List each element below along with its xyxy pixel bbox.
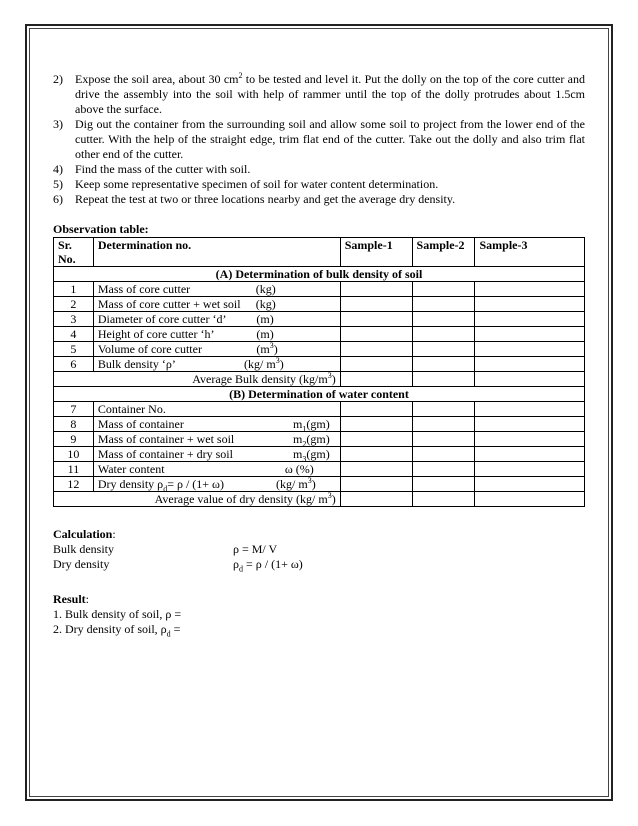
cell-sample-2 xyxy=(412,462,475,477)
average-dry-density-row xyxy=(54,492,585,507)
average-bulk-density-label: Average Bulk density $(kg/m^3)$ xyxy=(54,372,341,387)
average-dry-density-label: Average value of dry density (kg/ $m^3$) xyxy=(54,492,341,507)
cell-sample-1 xyxy=(340,282,412,297)
row-determination: Diameter of core cutter ‘d’ (m) xyxy=(93,312,340,327)
row-determination: Mass of core cutter (kg) xyxy=(93,282,340,297)
table-row xyxy=(54,282,585,297)
cell-sample-1 xyxy=(340,297,412,312)
table-row xyxy=(54,462,585,477)
cell-sample-3 xyxy=(475,477,585,492)
cell-sample-2 xyxy=(412,477,475,492)
table-row xyxy=(54,447,585,462)
cell-sample-2 xyxy=(412,342,475,357)
row-sr: 1 xyxy=(54,282,94,297)
bulk-density-label: Bulk density xyxy=(53,542,115,556)
step-number: 3) xyxy=(53,117,63,131)
cell-sample-3 xyxy=(475,447,585,462)
row-sr: 8 xyxy=(54,417,94,432)
cell-sample-2 xyxy=(412,447,475,462)
step-text: Expose the soil area, about 30 $cm^2$ to be tested and level it. Put the dolly on the top of the core cutter and drive the assembly into the soil with help of rammer until the top of the dolly protrudes about 1.5cm above the surface. xyxy=(75,71,585,116)
cell-sample-2 xyxy=(412,297,475,312)
cell-sample-3 xyxy=(475,402,585,417)
cell-sample-1 xyxy=(340,402,412,417)
dry-density-formula-row xyxy=(53,557,585,572)
step-6 xyxy=(53,192,585,207)
step-number: 5) xyxy=(53,177,63,191)
result-bulk-density: 1. Bulk density of soil, ρ = xyxy=(53,607,182,621)
cell-sample-2 xyxy=(412,357,475,372)
cell-sample-3 xyxy=(475,312,585,327)
row-determination: Mass of container + dry soil $m_3(gm)$ xyxy=(93,447,340,462)
step-text: Repeat the test at two or three locations nearby and get the average dry density. xyxy=(75,192,456,206)
table-row xyxy=(54,402,585,417)
step-3 xyxy=(53,117,585,162)
cell-sample-1 xyxy=(340,417,412,432)
row-determination: Height of core cutter ‘h’ (m) xyxy=(93,327,340,342)
table-row xyxy=(54,312,585,327)
header-sr-no: Sr. No. xyxy=(54,238,94,267)
cell-sample-3 xyxy=(475,327,585,342)
header-sample-2: Sample-2 xyxy=(412,238,475,267)
step-number: 4) xyxy=(53,162,63,176)
table-row xyxy=(54,342,585,357)
step-number: 6) xyxy=(53,192,63,206)
bulk-density-formula-row xyxy=(53,542,585,557)
cell-sample-2 xyxy=(412,282,475,297)
cell-sample-1 xyxy=(340,342,412,357)
procedure-steps xyxy=(53,72,585,207)
cell-sample-2 xyxy=(412,312,475,327)
cell-sample-2 xyxy=(412,492,475,507)
row-sr: 11 xyxy=(54,462,94,477)
cell-sample-1 xyxy=(340,327,412,342)
table-row xyxy=(54,327,585,342)
cell-sample-2 xyxy=(412,432,475,447)
row-determination: Dry density $\rho_d= \rho / (1+ \omega)$ (kg/ $m^3$) xyxy=(93,477,340,492)
cell-sample-3 xyxy=(475,417,585,432)
observation-table-title: Observation table: xyxy=(53,222,149,236)
cell-sample-1 xyxy=(340,492,412,507)
step-4 xyxy=(53,162,585,177)
row-sr: 9 xyxy=(54,432,94,447)
row-sr: 6 xyxy=(54,357,94,372)
row-determination: Container No. xyxy=(93,402,340,417)
cell-sample-1 xyxy=(340,372,412,387)
section-b-heading: (B) Determination of water content xyxy=(54,387,585,402)
row-sr: 12 xyxy=(54,477,94,492)
cell-sample-2 xyxy=(412,372,475,387)
header-sample-1: Sample-1 xyxy=(340,238,412,267)
dry-density-label: Dry density xyxy=(53,557,110,571)
row-determination: Volume of core cutter $(m^3)$ xyxy=(93,342,340,357)
table-row xyxy=(54,297,585,312)
result-heading: Result: xyxy=(53,592,90,606)
calculation-heading: Calculation: xyxy=(53,527,116,541)
row-determination: Mass of core cutter + wet soil (kg) xyxy=(93,297,340,312)
table-row xyxy=(54,417,585,432)
step-5 xyxy=(53,177,585,192)
cell-sample-3 xyxy=(475,372,585,387)
result-section xyxy=(53,592,585,637)
table-row xyxy=(54,432,585,447)
row-determination: Water content ω (%) xyxy=(93,462,340,477)
row-sr: 10 xyxy=(54,447,94,462)
cell-sample-1 xyxy=(340,447,412,462)
step-text: Find the mass of the cutter with soil. xyxy=(75,162,251,176)
result-dry-density: 2. Dry density of soil, $\rho_d$ = xyxy=(53,622,181,639)
table-row xyxy=(54,357,585,372)
cell-sample-3 xyxy=(475,357,585,372)
row-sr: 3 xyxy=(54,312,94,327)
cell-sample-3 xyxy=(475,297,585,312)
cell-sample-1 xyxy=(340,312,412,327)
table-header-row xyxy=(54,238,585,267)
observation-table xyxy=(53,237,585,507)
row-sr: 7 xyxy=(54,402,94,417)
row-sr: 2 xyxy=(54,297,94,312)
calculation-section xyxy=(53,527,585,572)
header-sample-3: Sample-3 xyxy=(475,238,585,267)
cell-sample-2 xyxy=(412,402,475,417)
cell-sample-1 xyxy=(340,357,412,372)
cell-sample-1 xyxy=(340,477,412,492)
step-text: Keep some representative specimen of soil for water content determination. xyxy=(75,177,439,191)
bulk-density-formula: ρ = M/ V xyxy=(233,542,278,556)
section-a-heading: (A) Determination of bulk density of soil xyxy=(54,267,585,282)
step-number: 2) xyxy=(53,72,63,86)
row-determination: Bulk density ‘ρ’ (kg/ $m^3$) xyxy=(93,357,340,372)
dry-density-formula: $\rho_d = \rho / (1+ \omega)$ xyxy=(233,557,303,574)
step-text: Dig out the container from the surrounding soil and allow some soil to project from the lower end of the cutter. With the help of the straight edge, trim flat end of the cutter. Take out the dolly and also trim flat other end of the cutter. xyxy=(75,117,585,161)
table-row xyxy=(54,477,585,492)
average-bulk-density-row xyxy=(54,372,585,387)
row-sr: 4 xyxy=(54,327,94,342)
cell-sample-3 xyxy=(475,492,585,507)
cell-sample-1 xyxy=(340,462,412,477)
document-body xyxy=(53,72,585,637)
step-2 xyxy=(53,72,585,117)
row-sr: 5 xyxy=(54,342,94,357)
cell-sample-3 xyxy=(475,432,585,447)
row-determination: Mass of container + wet soil $m_2(gm)$ xyxy=(93,432,340,447)
cell-sample-2 xyxy=(412,327,475,342)
cell-sample-2 xyxy=(412,417,475,432)
header-determination: Determination no. xyxy=(93,238,340,267)
cell-sample-3 xyxy=(475,282,585,297)
cell-sample-3 xyxy=(475,462,585,477)
row-determination: Mass of container $m_1(gm)$ xyxy=(93,417,340,432)
cell-sample-1 xyxy=(340,432,412,447)
cell-sample-3 xyxy=(475,342,585,357)
